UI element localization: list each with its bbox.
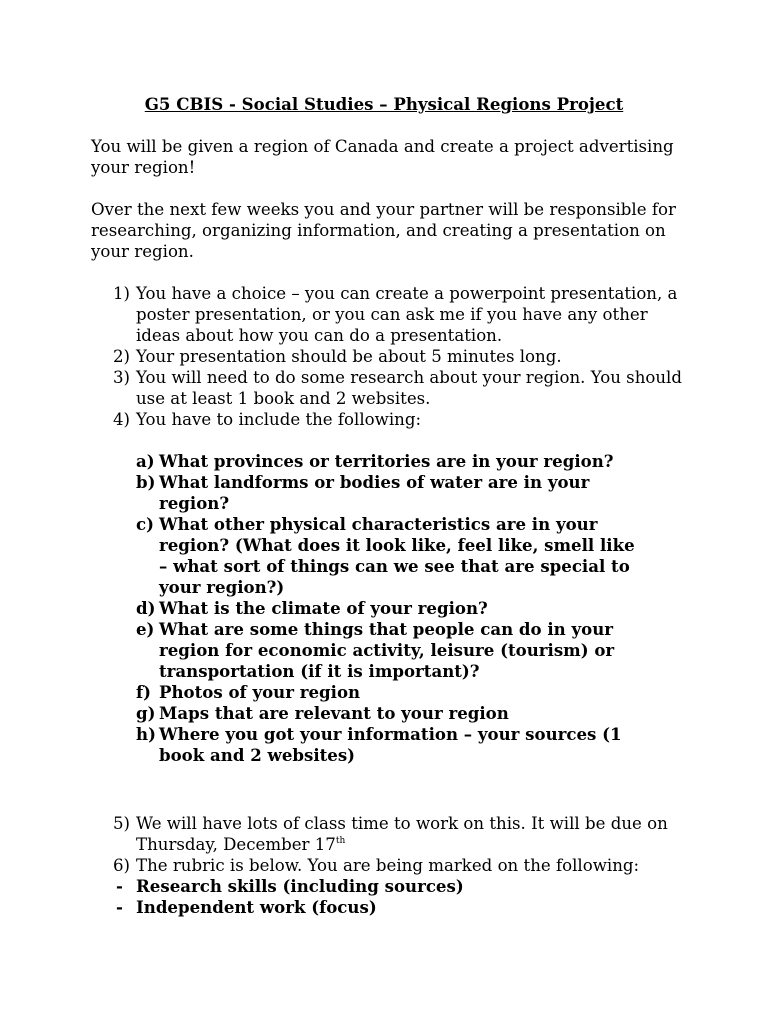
item-number: 5) <box>113 814 131 833</box>
instruction-item <box>113 346 693 367</box>
instructions-list-continued <box>113 813 693 918</box>
requirement-item <box>136 703 636 724</box>
instructions-list <box>113 283 693 766</box>
instruction-item <box>113 409 693 766</box>
item-number: 2) <box>113 347 131 366</box>
requirement-item <box>136 451 636 472</box>
item-text: You will need to do some research about your region. You should use at least 1 book and 2 websites. <box>136 368 682 408</box>
requirement-item <box>136 724 636 766</box>
requirement-text: What landforms or bodies of water are in your region? <box>159 472 590 513</box>
requirement-text: What are some things that people can do in your region for economic activity, leisure (tourism) or transportation (if it is important)? <box>159 619 615 681</box>
requirement-item <box>136 514 636 598</box>
dash-bullet: - <box>116 876 123 896</box>
requirement-text: Maps that are relevant to your region <box>159 703 509 723</box>
requirement-text: What other physical characteristics are in your region? (What does it look like, feel like, smell like – what sort of things can we see that are special to your region?) <box>159 514 635 597</box>
requirement-letter: h) <box>136 724 156 744</box>
requirement-text: What is the climate of your region? <box>159 598 488 618</box>
instruction-item <box>113 367 693 409</box>
page-title: G5 CBIS - Social Studies – Physical Regions Project <box>144 94 624 114</box>
item-text: We will have lots of class time to work on this. It will be due on Thursday, December 17 <box>136 814 668 854</box>
item-number: 1) <box>113 284 131 303</box>
item-text: The rubric is below. You are being marked on the following: <box>136 856 640 875</box>
intro-paragraph-1: You will be given a region of Canada and create a project advertising your region! <box>91 137 674 177</box>
requirement-letter: a) <box>136 451 155 471</box>
requirement-letter: b) <box>136 472 156 492</box>
requirement-letter: d) <box>136 598 156 618</box>
item-number: 6) <box>113 856 131 875</box>
requirement-item <box>136 619 636 682</box>
item-text: Your presentation should be about 5 minutes long. <box>136 347 562 366</box>
requirement-letter: e) <box>136 619 155 639</box>
item-number: 4) <box>113 410 131 429</box>
item-number: 3) <box>113 368 131 387</box>
requirement-item <box>136 472 636 514</box>
rubric-criterion <box>113 876 693 897</box>
rubric-criteria-list <box>113 876 693 918</box>
instruction-item <box>113 855 693 876</box>
intro-paragraph-2: Over the next few weeks you and your partner will be responsible for researching, organizing information, and creating a presentation on your region. <box>91 200 676 261</box>
requirement-text: Photos of your region <box>159 682 361 702</box>
instruction-item <box>113 283 693 346</box>
requirement-letter: c) <box>136 514 154 534</box>
requirements-list <box>136 451 636 766</box>
requirement-letter: f) <box>136 682 151 702</box>
item-text: You have a choice – you can create a powerpoint presentation, a poster presentation, or you can ask me if you have any other ideas about how you can do a presentation. <box>136 284 678 345</box>
rubric-criteria-container <box>113 876 693 918</box>
item-text: You have to include the following: <box>136 410 422 429</box>
criterion-text: Independent work (focus) <box>136 897 377 917</box>
requirement-item <box>136 682 636 703</box>
criterion-text: Research skills (including sources) <box>136 876 464 896</box>
requirement-text: What provinces or territories are in your region? <box>159 451 614 471</box>
requirement-item <box>136 598 636 619</box>
rubric-criterion <box>113 897 693 918</box>
dash-bullet: - <box>116 897 123 917</box>
instruction-item <box>113 813 693 855</box>
requirement-letter: g) <box>136 703 156 723</box>
requirement-text: Where you got your information – your sources (1 book and 2 websites) <box>159 724 622 765</box>
ordinal-suffix: th <box>335 836 346 846</box>
